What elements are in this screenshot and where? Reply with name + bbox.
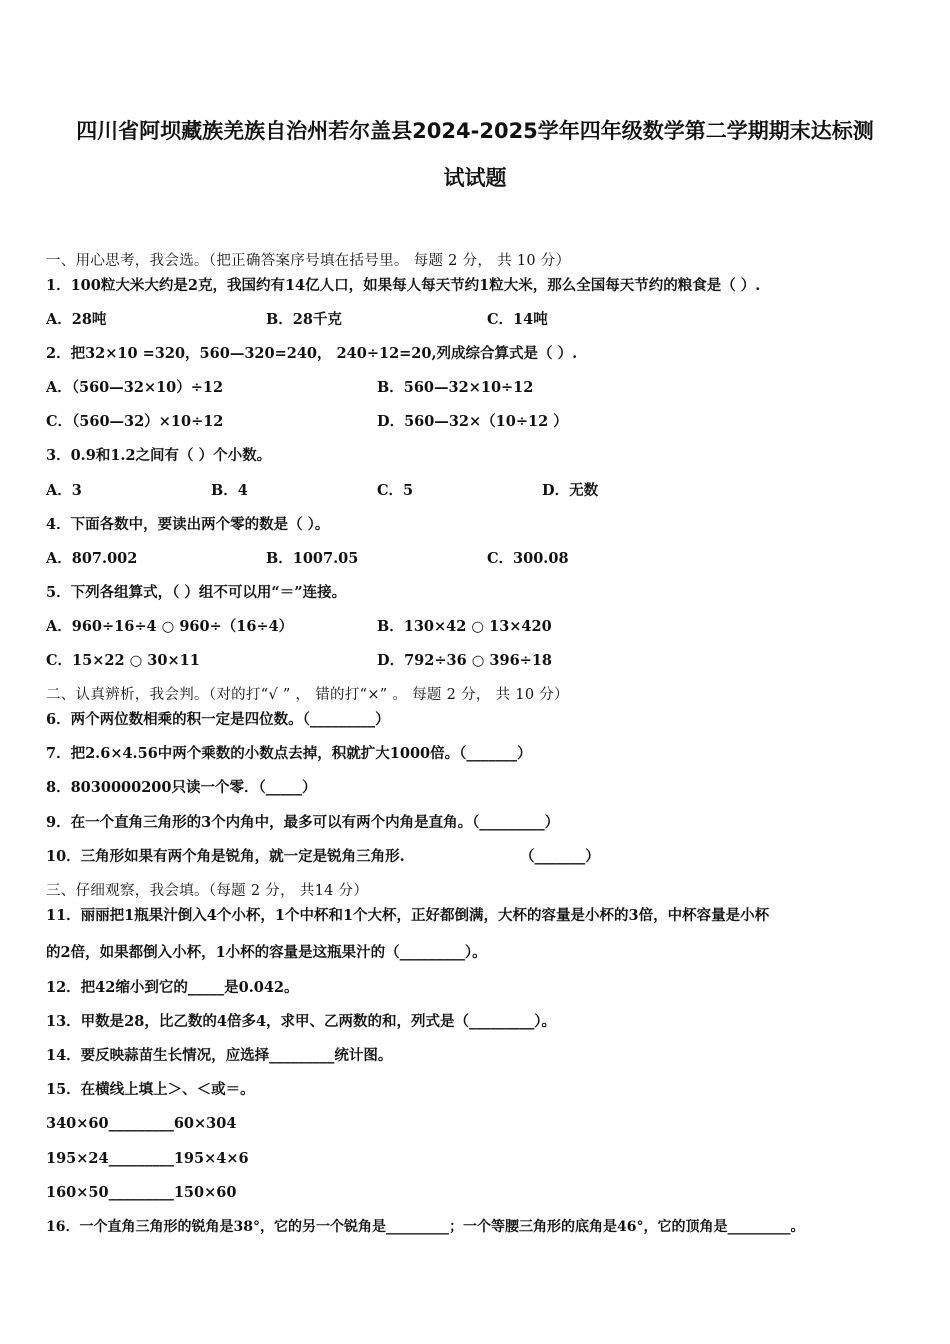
question-1-option-c[interactable]: C．14吨 bbox=[487, 311, 548, 328]
question-3-option-a[interactable]: A．3 bbox=[46, 482, 82, 499]
question-3-option-c[interactable]: C．5 bbox=[377, 482, 414, 499]
question-6: 6．两个两位数相乘的积一定是四位数。（_________） bbox=[46, 711, 390, 728]
question-2-stem: 2．把32×10 =320，560—320=240， 240÷12=20,列成综合算式是（ ）. bbox=[46, 345, 578, 362]
question-10-answer-blank[interactable]: （_______） bbox=[520, 848, 600, 865]
question-11-line-2: 的2倍，如果都倒入小杯，1小杯的容量是这瓶果汁的（_________）。 bbox=[46, 944, 487, 961]
question-1-option-b[interactable]: B．28千克 bbox=[266, 311, 342, 328]
question-2-option-b[interactable]: B．560—32×10÷12 bbox=[377, 379, 534, 396]
question-10-text: 10．三角形如果有两个角是锐角，就一定是锐角三角形. bbox=[46, 848, 405, 865]
question-4-option-c[interactable]: C．300.08 bbox=[487, 550, 569, 567]
question-2-option-c[interactable]: C．（560—32）×10÷12 bbox=[46, 413, 224, 430]
question-9: 9．在一个直角三角形的3个内角中，最多可以有两个内角是直角。（_________） bbox=[46, 814, 560, 831]
question-11-line-1: 11．丽丽把1瓶果汁倒入4个小杯，1个中杯和1个大杯，正好都倒满，大杯的容量是小杯的3倍，中杯容量是小杯 bbox=[46, 907, 770, 924]
question-1-option-a[interactable]: A．28吨 bbox=[46, 311, 107, 328]
page-title-line-1: 四川省阿坝藏族羌族自治州若尔盖县2024-2025学年四年级数学第二学期期末达标测 bbox=[76, 119, 874, 143]
question-7: 7．把2.6×4.56中两个乘数的小数点去掉，积就扩大1000倍。（_______） bbox=[46, 745, 532, 762]
question-4-option-a[interactable]: A．807.002 bbox=[46, 550, 138, 567]
section-1-heading: 一、用心思考，我会选。（把正确答案序号填在括号里。 每题 2 分， 共 10 分） bbox=[46, 253, 571, 269]
question-5-option-c[interactable]: C．15×22 ○ 30×11 bbox=[46, 652, 200, 669]
question-16: 16．一个直角三角形的锐角是38°，它的另一个锐角是_________；一个等腰三角形的底角是46°，它的顶角是_________。 bbox=[46, 1219, 805, 1235]
question-5-stem: 5．下列各组算式，（ ）组不可以用“＝”连接。 bbox=[46, 584, 347, 601]
question-8: 8．8030000200只读一个零．（_____） bbox=[46, 779, 317, 796]
question-5-option-a[interactable]: A．960÷16÷4 ○ 960÷（16÷4） bbox=[46, 618, 294, 635]
question-15-item-3: 160×50_________150×60 bbox=[46, 1184, 237, 1201]
question-3-stem: 3．0.9和1.2之间有（ ）个小数。 bbox=[46, 447, 272, 464]
question-15: 15．在横线上填上＞、＜或＝。 bbox=[46, 1081, 255, 1098]
question-12: 12．把42缩小到它的_____是0.042。 bbox=[46, 979, 299, 996]
question-1-stem: 1．100粒大米大约是2克，我国约有14亿人口，如果每人每天节约1粒大米，那么全国每天节约的粮食是（ ）. bbox=[46, 277, 761, 294]
page-title-line-2: 试试题 bbox=[443, 166, 507, 190]
question-2-option-a[interactable]: A．（560—32×10）÷12 bbox=[46, 379, 224, 396]
question-2-option-d[interactable]: D．560—32×（10÷12 ） bbox=[377, 413, 568, 430]
question-4-option-b[interactable]: B．1007.05 bbox=[266, 550, 359, 567]
question-5-option-d[interactable]: D．792÷36 ○ 396÷18 bbox=[377, 652, 553, 669]
question-13: 13．甲数是28，比乙数的4倍多4，求甲、乙两数的和，列式是（_________）。 bbox=[46, 1013, 557, 1030]
question-3-option-d[interactable]: D．无数 bbox=[542, 482, 599, 499]
question-15-item-2: 195×24_________195×4×6 bbox=[46, 1150, 249, 1167]
question-5-option-b[interactable]: B．130×42 ○ 13×420 bbox=[377, 618, 552, 635]
question-14: 14．要反映蒜苗生长情况，应选择_________统计图。 bbox=[46, 1047, 393, 1064]
question-3-option-b[interactable]: B．4 bbox=[211, 482, 248, 499]
section-2-heading: 二、认真辨析，我会判。（对的打“√ ” ， 错的打“×” 。 每题 2 分， 共 10 分） bbox=[46, 687, 569, 703]
question-4-stem: 4．下面各数中，要读出两个零的数是（ ）。 bbox=[46, 516, 330, 533]
question-15-item-1: 340×60_________60×304 bbox=[46, 1115, 237, 1132]
section-3-heading: 三、仔细观察，我会填。（每题 2 分， 共14 分） bbox=[46, 883, 369, 899]
